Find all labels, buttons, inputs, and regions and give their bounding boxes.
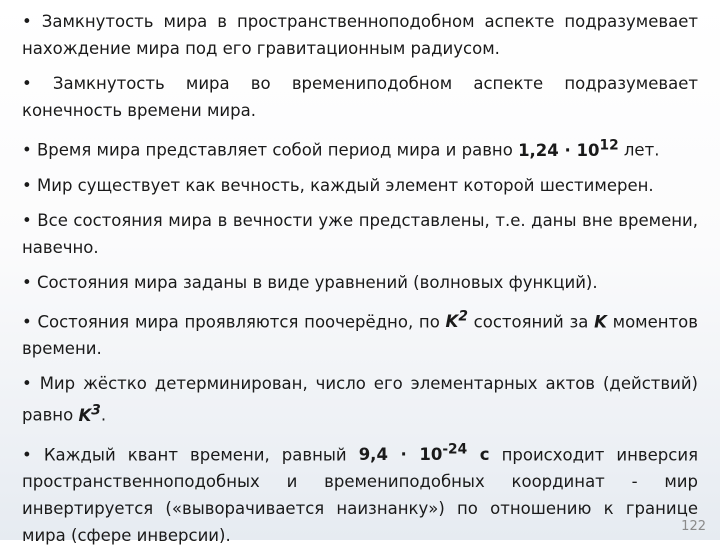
bullet-text-end: происходит инверсия пространственноподобных и времениподобных координат - мир инвертируется («выворачивается наизнанку») по отношению к границе мира (сфере инверсии). <box>22 445 698 545</box>
bullet-marker: • <box>22 211 32 230</box>
bullet-marker: • <box>22 445 32 464</box>
bullet-marker: • <box>22 74 32 93</box>
bullet-text: Все состояния мира в вечности уже представлены, т.е. даны вне времени, навечно. <box>22 211 698 257</box>
bullet-item <box>22 172 698 199</box>
bullet-text: Мир существует как вечность, каждый элемент которой шестимерен. <box>37 176 654 195</box>
bullet-item <box>22 207 698 261</box>
bullet-text-middle: состояний за <box>468 312 594 331</box>
time-quantum-base: 9,4 · 10 <box>359 445 443 464</box>
bullet-item <box>22 437 698 549</box>
bullet-marker: • <box>22 374 32 393</box>
bullet-text: Состояния мира проявляются поочерёдно, по <box>37 312 445 331</box>
bullet-item <box>22 370 698 429</box>
period-value <box>518 141 619 160</box>
bullet-list <box>22 8 698 549</box>
bullet-item <box>22 304 698 363</box>
bullet-text: Замкнутость мира во времениподобном аспекте подразумевает конечность времени мира. <box>22 74 698 120</box>
k-letter: K <box>446 312 459 331</box>
bullet-marker: • <box>22 176 32 195</box>
period-value-base: 1,24 · 10 <box>518 141 599 160</box>
bullet-text: Время мира представляет собой период мира и равно <box>37 141 518 160</box>
k-exponent: 2 <box>458 309 468 325</box>
bullet-item <box>22 132 698 164</box>
bullet-text-end: лет. <box>619 141 660 160</box>
bullet-item <box>22 8 698 62</box>
period-value-exponent: 12 <box>600 137 619 153</box>
time-quantum-unit: с <box>467 445 489 464</box>
k-letter: K <box>78 406 91 425</box>
bullet-item <box>22 269 698 296</box>
bullet-marker: • <box>22 141 32 160</box>
bullet-marker: • <box>22 273 32 292</box>
k-symbol <box>78 406 100 425</box>
bullet-text: Мир жёстко детерминирован, число его элементарных актов (действий) равно <box>22 374 698 425</box>
page-number: 122 <box>681 519 706 534</box>
k-symbol <box>446 312 468 331</box>
bullet-marker: • <box>22 12 32 31</box>
bullet-text: Замкнутость мира в пространственноподобном аспекте подразумевает нахождение мира под его гравитационным радиусом. <box>22 12 698 58</box>
bullet-text-end: . <box>101 406 106 425</box>
time-quantum-exponent: -24 <box>442 442 467 458</box>
bullet-text: Состояния мира заданы в виде уравнений (волновых функций). <box>37 273 598 292</box>
bullet-text: Каждый квант времени, равный <box>44 445 359 464</box>
bullet-item <box>22 70 698 124</box>
bullet-marker: • <box>22 312 32 331</box>
k-exponent: 3 <box>91 402 101 418</box>
k-symbol: K <box>594 312 607 331</box>
time-quantum-value <box>359 445 490 464</box>
bullet-text-end: моментов времени. <box>22 312 698 358</box>
